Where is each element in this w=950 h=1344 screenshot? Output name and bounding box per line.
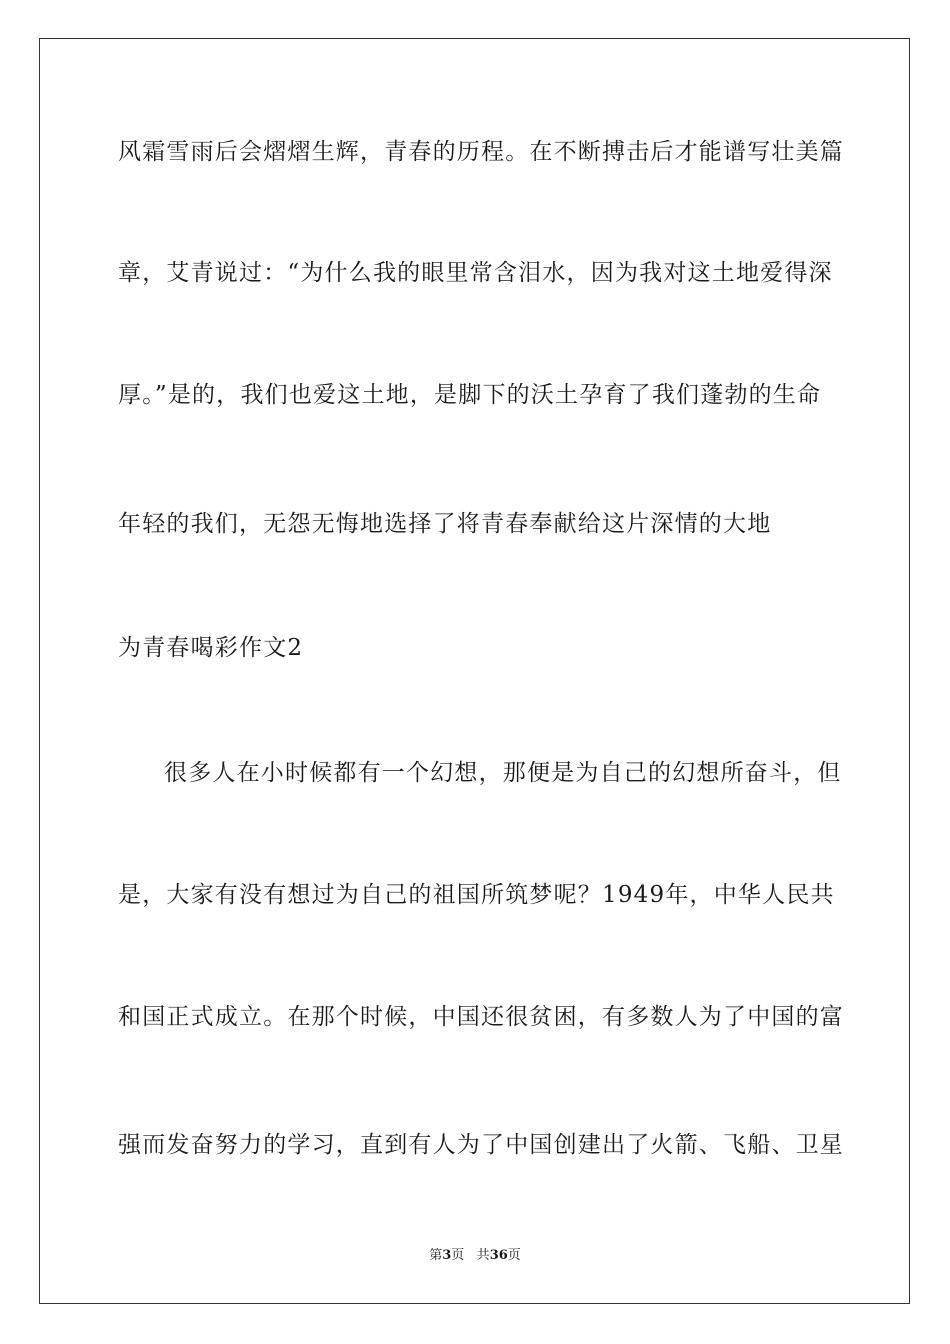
text-line-1: 风霜雪雨后会熠熠生辉，青春的历程。在不断搏击后才能谱写壮美篇 xyxy=(118,139,844,165)
text-line-2: 章，艾青说过：“为什么我的眼里常含泪水，因为我对这土地爱得深 xyxy=(118,260,833,286)
section-heading: 为青春喝彩作文2 xyxy=(118,635,304,661)
text-line-9: 强而发奋努力的学习，直到有人为了中国创建出了火箭、飞船、卫星 xyxy=(118,1132,844,1158)
text-line-8: 和国正式成立。在那个时候，中国还很贫困，有多数人为了中国的富 xyxy=(118,1004,844,1030)
footer-page-suffix: 页 xyxy=(451,1248,465,1263)
footer-page-number: 3 xyxy=(442,1248,452,1263)
text-line-3: 厚。”是的，我们也爱这土地，是脚下的沃土孕育了我们蓬勃的生命 xyxy=(118,382,822,408)
footer-total-pages: 36 xyxy=(489,1248,508,1263)
text-line-4: 年轻的我们，无怨无悔地选择了将青春奉献给这片深情的大地 xyxy=(118,511,772,537)
footer-total-prefix: 共 xyxy=(476,1248,490,1263)
page-footer xyxy=(0,1247,950,1265)
text-line-7: 是，大家有没有想过为自己的祖国所筑梦呢？1949年，中华人民共 xyxy=(118,882,835,908)
paragraph-first-line: 很多人在小时候都有一个幻想，那便是为自己的幻想所奋斗，但 xyxy=(164,760,842,786)
footer-page-prefix: 第 xyxy=(429,1248,443,1263)
footer-total-suffix: 页 xyxy=(507,1248,521,1263)
page-border xyxy=(39,38,910,1304)
